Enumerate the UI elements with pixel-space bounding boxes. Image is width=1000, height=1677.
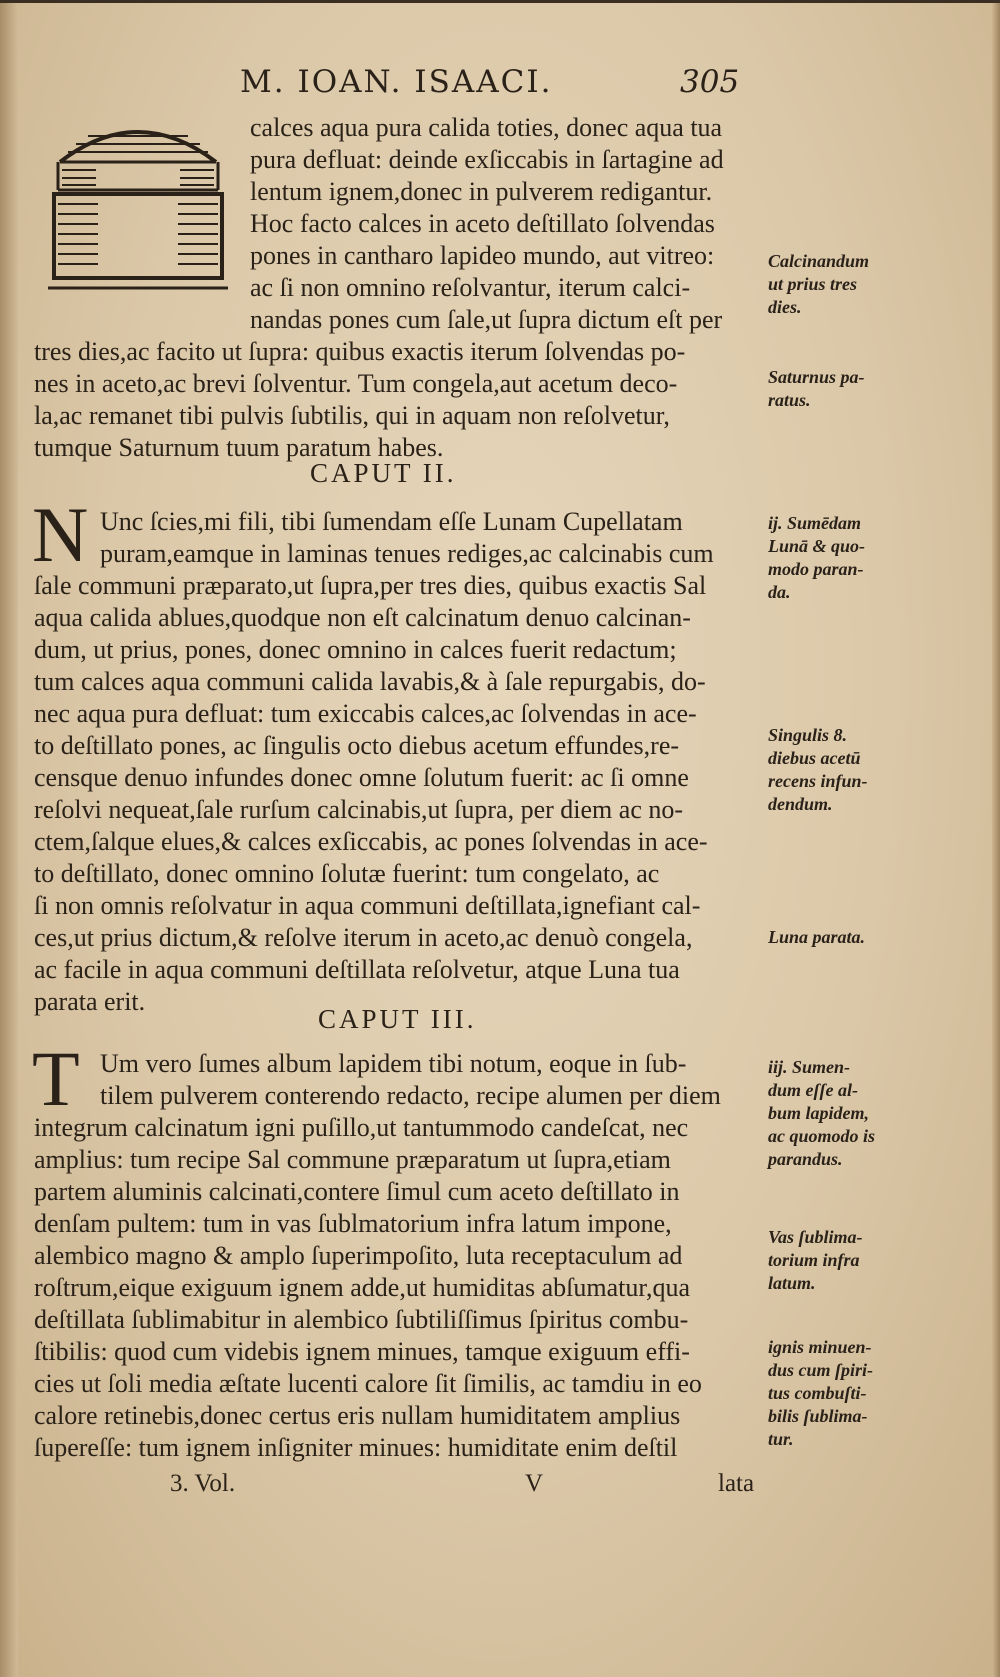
chapter-heading: CAPUT II. <box>310 458 457 488</box>
text-line: tres dies,ac facito ut ſupra: quibus exactis iterum ſolvendas po- <box>34 337 686 366</box>
top-rule <box>0 0 1000 3</box>
text-line: calore retinebis,donec certus eris nullam humiditatem amplius <box>34 1401 681 1430</box>
text-line: nec aqua pura defluat: tum exiccabis calces,ac ſolvendas in ace- <box>34 699 697 728</box>
text-line: ſale communi præparato,ut ſupra,per tres dies, quibus exactis Sal <box>34 571 707 600</box>
text-line: dum, ut prius, pones, donec omnino in calces fuerit redactum; <box>34 635 677 664</box>
text-line: Unc ſcies,mi fili, tibi ſumendam eſſe Lunam Cupellatam <box>100 507 683 536</box>
marginal-note: Vas ſublima- torium infra latum. <box>768 1227 863 1293</box>
drop-capital: T <box>32 1035 80 1122</box>
text-line: ac ſi non omnino reſolvantur, iterum calci- <box>250 273 691 302</box>
drop-capital: N <box>32 491 89 578</box>
text-line: Hoc facto calces in aceto deſtillato ſolvendas <box>250 209 715 238</box>
catchword: lata <box>718 1470 755 1497</box>
text-line: calces aqua pura calida toties, donec aqua tua <box>250 113 723 142</box>
marginal-note: Calcinandum ut prius tres dies. <box>768 251 870 317</box>
text-line: partem aluminis calcinati,contere ſimul cum aceto deſtillato in <box>34 1177 680 1206</box>
chapter-heading: CAPUT III. <box>318 1004 477 1034</box>
running-header <box>240 64 740 104</box>
marginal-note: Luna parata. <box>768 927 866 947</box>
marginal-note: iij. Sumen- dum eſſe al- bum lapidem, ac quomodo is parandus. <box>768 1057 876 1169</box>
text-line: parata erit. <box>34 987 146 1016</box>
text-line: denſam pultem: tum in vas ſublmatorium infra latum impone, <box>34 1209 672 1238</box>
text-line: to deſtillato, donec omnino ſolutæ fuerint: tum congelato, ac <box>34 859 660 888</box>
text-line: cies ut ſoli media æſtate lucenti calore ſit ſimilis, ac tamdiu in eo <box>34 1369 702 1398</box>
page-left-edge <box>0 0 18 1677</box>
vessel-illustration-icon <box>48 112 228 302</box>
marginal-note: ij. Sumēdam Lunā & quo- modo paran- da. <box>768 513 866 602</box>
text-line: ſi non omnis reſolvatur in aqua communi deſtillata,ignefiant cal- <box>34 891 701 920</box>
text-line: tilem pulverem conterendo redacto, recipe alumen per diem <box>100 1081 721 1110</box>
text-line: lentum ignem,donec in pulverem redigantur. <box>250 177 713 206</box>
text-line: ces,ut prius dictum,& reſolve iterum in aceto,ac denuò congela, <box>34 923 693 952</box>
text-line: roſtrum,eique exiguum ignem adde,ut humiditas abſumatur,qua <box>34 1273 691 1302</box>
text-line: alembico magno & amplo ſuperimpoſito, luta receptaculum ad <box>34 1241 683 1270</box>
text-line: puram,eamque in laminas tenues rediges,ac calcinabis cum <box>100 539 714 568</box>
page-number: 305 <box>680 64 740 100</box>
marginal-note: Saturnus pa- ratus. <box>768 367 865 410</box>
marginal-note: ignis minuen- dus cum ſpiri- tus combuſti- bilis ſublima- tur. <box>768 1337 874 1449</box>
signature-letter: V <box>525 1470 544 1497</box>
text-line: deſtillata ſublimabitur in alembico ſubtiliſſimus ſpiritus combu- <box>34 1305 689 1334</box>
text-line: pura defluat: deinde exſiccabis in ſartagine ad <box>250 145 724 174</box>
text-line: pones in cantharo lapideo mundo, aut vitreo: <box>250 241 715 270</box>
signature-mark: 3. Vol. <box>170 1470 236 1497</box>
running-title: M. IOAN. ISAACI. <box>240 64 553 100</box>
text-line: nes in aceto,ac brevi ſolventur. Tum congela,aut acetum deco- <box>34 369 678 398</box>
text-line: ſupereſſe: tum ignem inſigniter minues: humiditate enim deſtil <box>34 1433 678 1462</box>
text-line: integrum calcinatum igni puſillo,ut tantummodo candeſcat, nec <box>34 1113 689 1142</box>
text-line: la,ac remanet tibi pulvis ſubtilis, qui in aquam non reſolvetur, <box>34 401 670 430</box>
text-line: tum calces aqua communi calida lavabis,& à ſale repurgabis, do- <box>34 667 706 696</box>
text-line: reſolvi nequeat,ſale rurſum calcinabis,ut ſupra, per diem ac no- <box>34 795 684 824</box>
text-line: to deſtillato pones, ac ſingulis octo diebus acetum effundes,re- <box>34 731 680 760</box>
page-right-edge <box>992 0 1000 1677</box>
text-line: nandas pones cum ſale,ut ſupra dictum eſt per <box>250 305 723 334</box>
text-line: Um vero ſumes album lapidem tibi notum, eoque in ſub- <box>100 1049 687 1078</box>
text-line: ctem,ſalque elues,& calces exſiccabis, ac pones ſolvendas in ace- <box>34 827 708 856</box>
text-line: censque denuo infundes donec omne ſolutum fuerit: ac ſi omne <box>34 763 689 792</box>
text-line: ſtibilis: quod cum videbis ignem minues, tamque exiguum effi- <box>34 1337 690 1366</box>
text-line: tumque Saturnum tuum paratum habes. <box>34 433 444 462</box>
text-line: ac facile in aqua communi deſtillata reſolvetur, atque Luna tua <box>34 955 680 984</box>
marginal-note: Singulis 8. diebus acetū recens infun- dendum. <box>768 725 868 814</box>
text-line: amplius: tum recipe Sal commune præparatum ut ſupra,etiam <box>34 1145 671 1174</box>
text-line: aqua calida ablues,quodque non eſt calcinatum denuo calcinan- <box>34 603 691 632</box>
